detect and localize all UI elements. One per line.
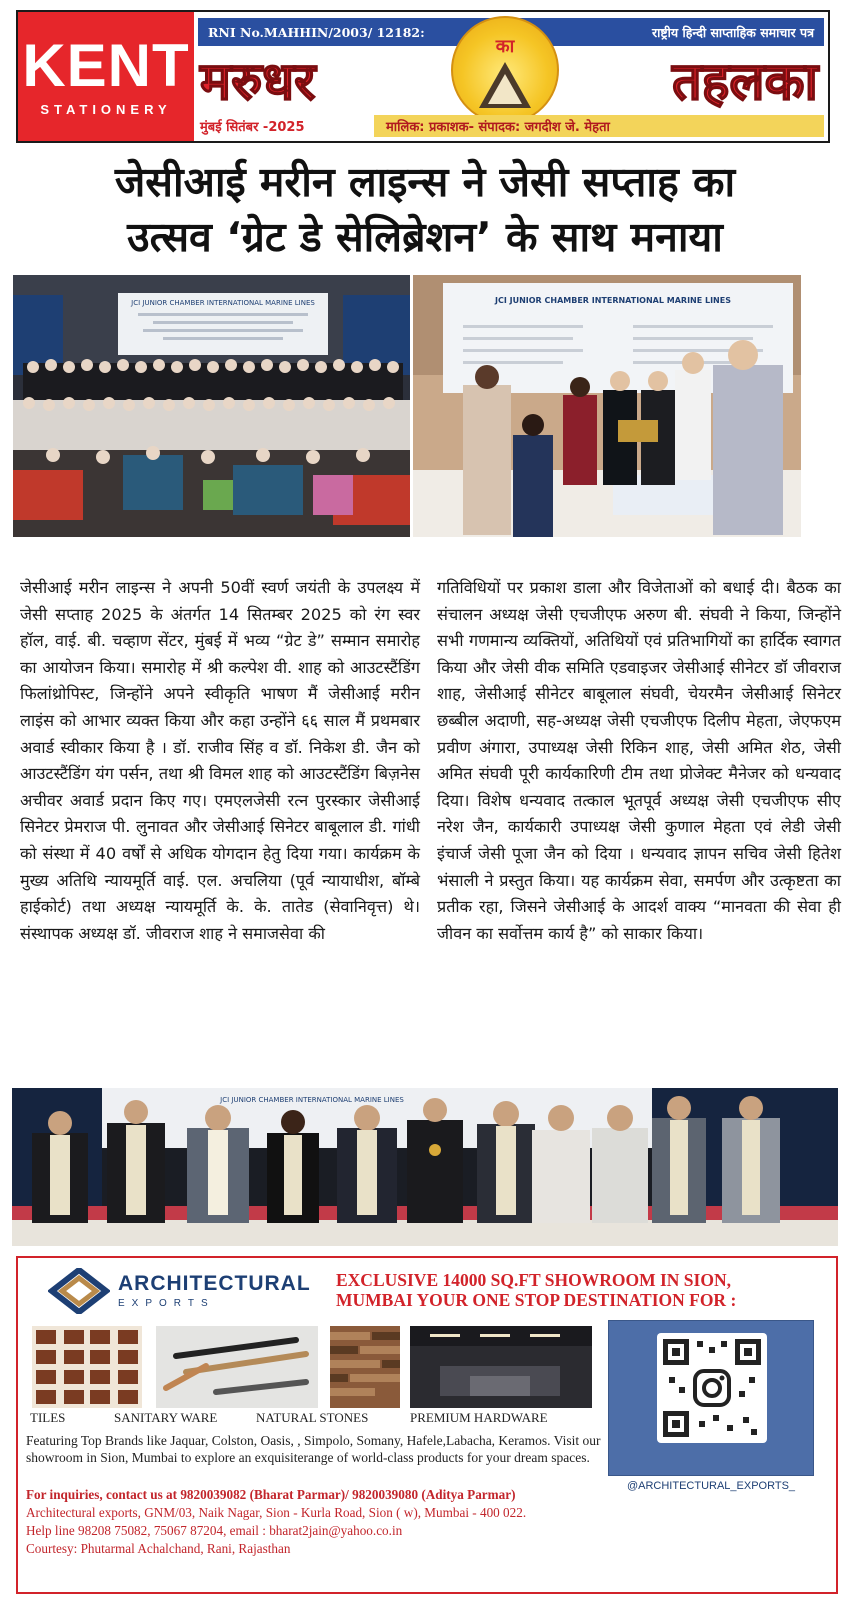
ad-qr-panel [608, 1320, 814, 1476]
ad-headline-1: EXCLUSIVE 14000 SQ.FT SHOWROOM IN SION, [336, 1270, 731, 1290]
category-tiles: TILES [30, 1410, 66, 1425]
ad-headline-2: MUMBAI YOUR ONE STOP DESTINATION FOR : [336, 1290, 737, 1310]
article-column-left: जेसीआई मरीन लाइन्स ने अपनी 50वीं स्वर्ण जयंती के उपलक्ष्य में जेसी सप्ताह 2025 के अंतर्गत 14 सितम्बर 2025 को रंग स्वर हॉल, वाई. बी. चव्हाण सेंटर, मुंबई में भव्य “ग्रेट डे” सम्मान समारोह का आयोजन किया। समारोह में श्री कल्पेश वी. शाह को आउटस्टैंडिंग फिलांथ्रोपिस्ट, जिन्होंने अपने स्वीकृति भाषण मैं जेसीआई मरीन लाइंस को आभार व्यक्त किया और कहा उन्होंने ६६ साल मैं प्रथमबार अवार्ड स्वीकार किया है । डॉ. राजीव सिंह व डॉ. निकेश डी. जैन को आउटस्टैंडिंग यंग पर्सन, तथा श्री विमल शाह को आउटस्टैंडिंग बिज़नेस अचीवर अवार्ड प्रदान किए गए। एमएलजेसी रत्न पुरस्कार जेसीआई सिनेटर प्रेमराज पी. लुनावत और जेसीआई सिनेटर बाबूलाल डी. गांधी को संस्था में 40 वर्षों से अधिक योगदान हेतु दिया गया। कार्यक्रम के मुख्य अतिथि न्यायमूर्ति वाई. एल. अचलिया (पूर्व न्यायाधीश, बॉम्बे हाईकोर्ट) तथा अध्यक्ष न्यायमूर्ति के. के. तातेड (सेवानिवृत्त) थे। संस्थापक अध्यक्ष डॉ. जीवराज शाह ने समाजसेवा की [20, 578, 420, 943]
sanitary-ware-image [156, 1326, 318, 1408]
article-column-right: गतिविधियों पर प्रकाश डाला और विजेताओं को बधाई दी। बैठक का संचालन अध्यक्ष जेसी एचजीएफ अरुण बी. संघवी ने किया, जिन्होंने सभी गणमान्य व्यक्तियों, अतिथियों एवं प्रतिभागियों का हार्दिक स्वागत किया और जेसी वीक समिति एडवाइजर जेसीआई सीनेटर डॉ जीवराज शाह, जेसीआई सीनेटर बाबूलाल संघवी, चेयरमैन जेसीआई सिनेटर छब्बील अदाणी, सह-अध्यक्ष जेसी एचजीएफ दिलीप मेहता, जेएफएम प्रवीण अंगारा, उपाध्यक्ष जेसी रिकिन शाह, जेसी अमित शेठ, जेसी अमित संघवी पूरी कार्यकारिणी टीम तथा प्रोजेक्ट मैनेजर को धन्यवाद दिया। विशेष धन्यवाद तत्काल भूतपूर्व अध्यक्ष जेसी एचजीएफ सीए नरेश जैन, कार्यकारी उपाध्यक्ष जेसी कुणाल मेहता एवं लेडी जेसी इंचार्ज जेसी पूजा जैन को दिया । धन्यवाद ज्ञापन सचिव जेसी हितेश भंसाली ने प्रस्तुत किया। यह कार्यक्रम सेवा, समर्पण और उत्कृष्टता का प्रतीक रहा, जिसने जेसीआई के आदर्श वाक्य “मानवता की सेवा ही जीवन का सर्वोत्तम कार्य है” को साकार किया। [437, 578, 841, 943]
rni-number: RNI No.MAHHIN/2003/ 12182: [208, 24, 425, 40]
pyramid-icon [479, 62, 531, 108]
owner-publisher: मालिक: प्रकाशक- संपादक: जगदीश जे. मेहता [374, 115, 824, 137]
diamond-logo-icon [48, 1268, 110, 1314]
kent-stationery-logo [18, 12, 194, 141]
masthead [16, 10, 830, 143]
kent-logo-subtitle: STATIONERY [40, 102, 172, 117]
premium-hardware-image [410, 1326, 592, 1408]
award-photo [413, 275, 801, 537]
stage-photo [12, 1088, 838, 1246]
instagram-handle: @ARCHITECTURAL_EXPORTS_ [608, 1480, 814, 1492]
ad-helpline: Help line 98208 75082, 75067 87204, email : bharat2jain@yahoo.co.in [26, 1523, 403, 1538]
name-right: तहलका [672, 52, 818, 112]
natural-stones-image [330, 1326, 400, 1408]
category-natural-stones: NATURAL STONES [256, 1410, 369, 1425]
masthead-footer [198, 115, 824, 137]
headline-line-2: उत्सव ‘ग्रेट डे सेलिब्रेशन’ के साथ मनाया [127, 213, 723, 261]
headline [20, 155, 830, 265]
newspaper-title-block [194, 12, 828, 141]
newspaper-tagline: राष्ट्रीय हिन्दी साप्ताहिक समाचार पत्र [652, 24, 814, 40]
group-photo [13, 275, 410, 537]
ad-contact-block [26, 1486, 826, 1558]
award-banner-text: JCI JUNIOR CHAMBER INTERNATIONAL MARINE LINES [495, 296, 731, 305]
ad-brand-name: ARCHITECTURAL [118, 1272, 311, 1295]
ad-inquiry: For inquiries, contact us at 9820039082 (Bharat Parmar)/ 9820039080 (Aditya Parmar) [26, 1487, 516, 1502]
kent-logo-text: KENT [22, 32, 190, 99]
category-premium-hardware: PREMIUM HARDWARE [410, 1410, 548, 1425]
ka-emblem-text: का [495, 36, 515, 57]
ad-feature-text: Featuring Top Brands like Jaquar, Colston, Oasis, , Simpolo, Somany, Hafele,Labacha, Keramos. Visit our showroom in Sion, Mumbai to explore an exquisiterange of world-class products for your dream spaces. [26, 1433, 601, 1465]
ad-headline [336, 1270, 826, 1310]
name-left: मरुधर [200, 52, 316, 112]
headline-line-1: जेसीआई मरीन लाइन्स ने जेसी सप्ताह का [114, 158, 736, 206]
tiles-image [32, 1326, 142, 1408]
edition-date: मुंबई सितंबर -2025 [200, 120, 305, 135]
stage-banner-text: JCI JUNIOR CHAMBER INTERNATIONAL MARINE LINES [220, 1096, 404, 1104]
group-banner-text: JCI JUNIOR CHAMBER INTERNATIONAL MARINE LINES [131, 299, 315, 307]
ka-emblem-icon [451, 16, 559, 124]
category-sanitary-ware: SANITARY WARE [114, 1410, 218, 1425]
ad-courtesy: Courtesy: Phutarmal Achalchand, Rani, Rajasthan [26, 1541, 291, 1556]
ad-brand-sub: EXPORTS [118, 1298, 215, 1309]
instagram-qr-icon [609, 1321, 815, 1477]
ad-address: Architectural exports, GNM/03, Naik Nagar, Sion - Kurla Road, Sion ( w), Mumbai - 400 022. [26, 1505, 527, 1520]
ad-logo [48, 1268, 311, 1314]
architectural-exports-ad [16, 1256, 838, 1594]
